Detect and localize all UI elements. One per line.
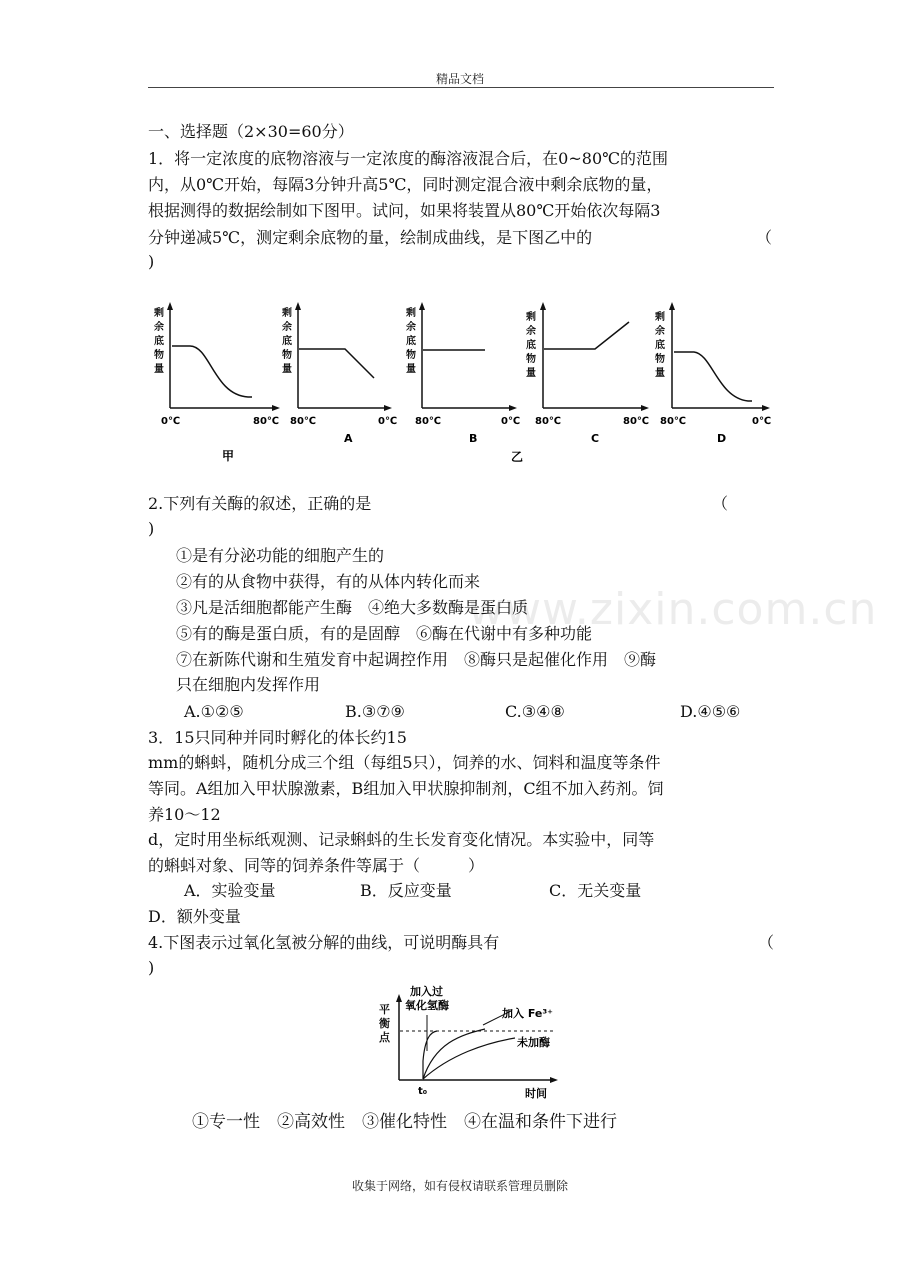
- q2-option-d: D.④⑤⑥: [680, 702, 741, 721]
- x-arrow: [550, 1077, 558, 1083]
- enzyme-label-2: 氧化氢酶: [405, 999, 449, 1012]
- graph-ylabel: 余: [526, 326, 536, 337]
- graph-caption: 甲: [222, 449, 235, 463]
- q2-item-4: ⑤有的酶是蛋白质，有的是固醇 ⑥酶在代谢中有多种功能: [176, 624, 593, 643]
- graph-ylabel: 物: [282, 350, 292, 361]
- graph-ylabel: 量: [406, 364, 416, 375]
- y-arrow: [540, 302, 546, 310]
- graph-ylabel: 衡: [379, 1017, 390, 1030]
- graph-ylabel: 物: [655, 354, 665, 365]
- q1-line-1: 1．将一定浓度的底物溶液与一定浓度的酶溶液混合后，在0~80℃的范围: [148, 149, 669, 168]
- x-right-label: 0℃: [501, 416, 521, 427]
- graph-b: [403, 300, 523, 465]
- y-arrow: [419, 302, 425, 310]
- q1-line-2: 内，从0℃开始，每隔3分钟升高5℃，同时测定混合液中剩余底物的量，: [148, 175, 663, 194]
- x-right-label: 0℃: [378, 416, 398, 427]
- graph-ylabel: 余: [154, 322, 164, 333]
- graph-ylabel: 剩: [526, 312, 536, 323]
- q1-line-4: 分钟递减5℃，测定剩余底物的量，绘制成曲线，是下图乙中的: [148, 228, 593, 247]
- x-left-label: 80℃: [660, 416, 687, 427]
- section-title: 一、选择题（2×30=60分）: [148, 122, 354, 141]
- x-arrow: [641, 405, 649, 411]
- q3-option-d: D．额外变量: [148, 907, 241, 926]
- graph-caption: C: [591, 432, 600, 445]
- q3-option-c: C．无关变量: [549, 881, 642, 900]
- graph-ylabel: 剩: [282, 308, 292, 319]
- fe-label: 加入 Fe³⁺: [502, 1007, 553, 1020]
- q3-option-a: A．实验变量: [184, 881, 276, 900]
- graph-ylabel: 底: [526, 340, 536, 351]
- page-footer: 收集于网络，如有侵权请联系管理员删除: [351, 1179, 568, 1193]
- x-left-label: 0℃: [161, 416, 181, 427]
- q4-paren-open: （: [758, 933, 775, 952]
- q3-line-5: d，定时用坐标纸观测、记录蝌蚪的生长发育变化情况。本实验中，同等: [148, 830, 655, 849]
- q2-paren-open: （: [712, 494, 729, 513]
- graph-caption: B: [469, 432, 478, 445]
- graph-ylabel: 物: [406, 350, 416, 361]
- curve: [172, 346, 252, 397]
- q2-paren-close: ): [148, 519, 155, 538]
- q3-line-2: mm的蝌蚪，随机分成三个组（每组5只），饲养的水、饲料和温度等条件: [148, 753, 661, 772]
- curve: [674, 352, 752, 401]
- page-header: 精品文档: [435, 72, 484, 86]
- x-right-label: 0℃: [752, 416, 772, 427]
- graph-ylabel: 底: [154, 336, 164, 347]
- x-left-label: 80℃: [535, 416, 562, 427]
- y-arrow: [167, 302, 173, 310]
- graph-ylabel: 底: [655, 340, 665, 351]
- graph-ylabel: 底: [406, 336, 416, 347]
- q2-stem: 2.下列有关酶的叙述，正确的是: [148, 494, 372, 513]
- graph-ylabel: 底: [282, 336, 292, 347]
- curve: [544, 322, 629, 349]
- q3-line-1: 3．15只同种并同时孵化的体长约15: [148, 728, 407, 747]
- q2-item-5: ⑦在新陈代谢和生殖发育中起调控作用 ⑧酶只是起催化作用 ⑨酶: [176, 650, 657, 669]
- q2-option-c: C.③④⑧: [505, 702, 565, 721]
- yi-caption: 乙: [510, 450, 523, 464]
- x-arrow: [509, 405, 517, 411]
- graph-ylabel: 物: [154, 350, 164, 361]
- graph-d: [652, 300, 777, 450]
- q2-item-1: ①是有分泌功能的细胞产生的: [176, 546, 385, 565]
- y-arrow: [295, 302, 301, 310]
- q3-option-b: B．反应变量: [360, 881, 452, 900]
- q2-item-3: ③凡是活细胞都能产生酶 ④绝大多数酶是蛋白质: [176, 598, 529, 617]
- q2-option-b: B.③⑦⑨: [345, 702, 405, 721]
- y-arrow: [396, 994, 402, 1002]
- x-left-label: 80℃: [290, 416, 317, 427]
- no-enzyme-label: 未加酶: [517, 1036, 550, 1049]
- q1-line-3: 根据测得的数据绘制如下图甲。试问，如果将装置从80℃开始依次每隔3: [148, 201, 661, 220]
- q4-answers: ①专一性 ②高效性 ③催化特性 ④在温和条件下进行: [192, 1112, 617, 1132]
- x-arrow: [384, 405, 392, 411]
- graph-ylabel: 平: [379, 1003, 390, 1016]
- graph-caption: A: [344, 432, 353, 445]
- graph-ylabel: 量: [154, 364, 164, 375]
- curve: [299, 349, 374, 378]
- graph-ylabel: 量: [526, 368, 536, 379]
- x-left-label: 80℃: [415, 416, 442, 427]
- x-arrow: [762, 405, 770, 411]
- q4-paren-close: ): [148, 958, 155, 977]
- t0-label: t₀: [418, 1086, 428, 1097]
- header-rule: [148, 87, 774, 88]
- graph-ylabel: 剩: [655, 312, 665, 323]
- q1-paren-close: ): [148, 252, 155, 271]
- q1-paren-open: （: [756, 228, 773, 247]
- x-axis-label: 时间: [525, 1087, 547, 1100]
- q3-line-4: 养10～12: [148, 805, 221, 824]
- graph-jia: [148, 300, 288, 465]
- enzyme-label-1: 加入过: [410, 985, 443, 998]
- graph-a: [278, 300, 408, 450]
- q3-line-3: 等同。A组加入甲状腺激素，B组加入甲状腺抑制剂，C组不加入药剂。饲: [148, 779, 664, 798]
- q4-stem: 4.下图表示过氧化氢被分解的曲线，可说明酶具有: [148, 933, 500, 952]
- y-arrow: [669, 302, 675, 310]
- q2-item-2: ②有的从食物中获得，有的从体内转化而来: [176, 572, 481, 591]
- graph-ylabel: 剩: [154, 308, 164, 319]
- q2-option-a: A.①②⑤: [184, 702, 244, 721]
- x-right-label: 80℃: [623, 416, 650, 427]
- graph-ylabel: 物: [526, 354, 536, 365]
- graph-ylabel: 量: [655, 368, 665, 379]
- graph-ylabel: 余: [655, 326, 665, 337]
- q4-graph: [365, 983, 570, 1103]
- q3-line-6: 的蝌蚪对象、同等的饲养条件等属于（ ）: [148, 856, 485, 875]
- no-enzyme-curve: [423, 1038, 515, 1079]
- graph-c: [523, 300, 653, 450]
- x-right-label: 80℃: [253, 416, 280, 427]
- graph-ylabel: 点: [379, 1031, 390, 1044]
- graph-ylabel: 剩: [406, 308, 416, 319]
- q2-item-cont: 只在细胞内发挥作用: [176, 675, 321, 694]
- graph-ylabel: 余: [282, 322, 292, 333]
- watermark: www.zixin.com.cn: [468, 584, 878, 635]
- graph-caption: D: [717, 432, 727, 445]
- graph-ylabel: 量: [282, 364, 292, 375]
- graph-ylabel: 余: [406, 322, 416, 333]
